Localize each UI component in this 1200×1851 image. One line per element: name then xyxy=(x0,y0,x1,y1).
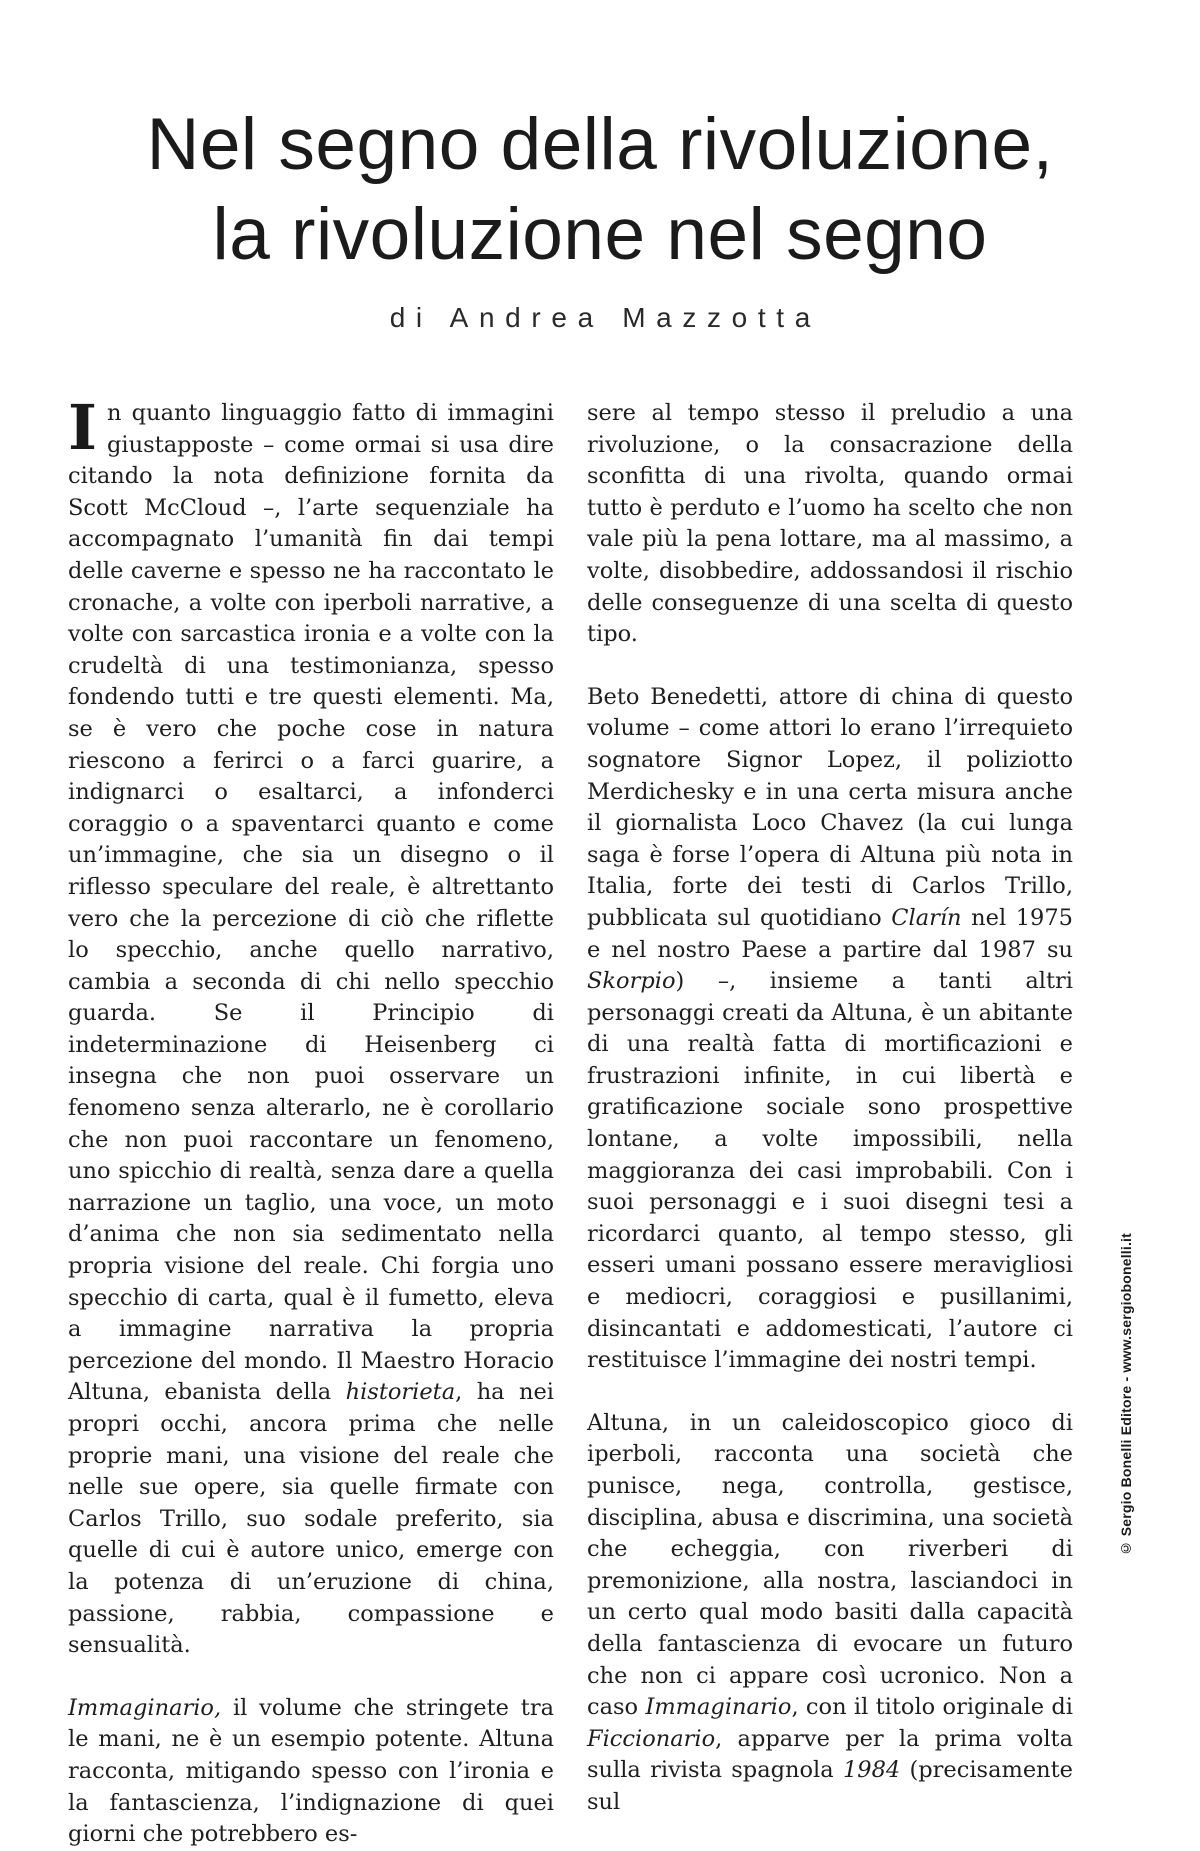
drop-cap: I xyxy=(68,391,98,464)
text-segment: nel 1975 e nel nostro Paese a partire dal 1987 su xyxy=(587,904,1073,963)
paragraph xyxy=(68,391,554,1662)
text-segment: il volume che stringete tra le mani, ne è un esempio potente. Altuna racconta, mitigando spesso con l’ironia e la fantascienza, l’indignazione di quei giorni che potrebbero es- xyxy=(68,1694,554,1848)
page-title xyxy=(0,100,1200,280)
text-segment: , ha nei propri occhi, ancora prima che nelle proprie mani, una visione del reale che nelle sue opere, sia quelle firmate con Carlos Trillo, suo sodale preferito, sia quelle di cui è autore unico, emerge con la potenza di un’eruzione di china, passione, rabbia, compassione e sensualità. xyxy=(68,1379,554,1659)
text-segment: , con il titolo originale di xyxy=(791,1694,1073,1721)
title-line-2: la rivoluzione nel segno xyxy=(212,194,988,275)
column-left xyxy=(68,391,554,1851)
text-segment: , apparve per la prima volta sulla rivista spagnola xyxy=(587,1725,1073,1784)
paragraph xyxy=(68,1693,554,1851)
italic-text-segment: Ficcionario xyxy=(587,1725,716,1752)
article-byline: di Andrea Mazzotta xyxy=(389,302,821,333)
italic-text-segment: Immaginario xyxy=(645,1694,792,1721)
italic-text-segment: Clarín xyxy=(891,904,962,931)
article-body xyxy=(68,391,1074,1851)
italic-text-segment: historieta xyxy=(345,1379,456,1406)
text-segment: n quanto linguaggio fatto di immagini giustapposte – come ormai si usa dire citando la nota definizione fornita da Scott McCloud –, l’arte sequenziale ha accompagnato l’umanità fin dai tempi delle caverne e spesso ne ha raccontato le cronache, a volte con iperboli narrative, a volte con sarcastica ironia e a volte con la crudeltà di una testimonianza, spesso fondendo tutti e tre questi elementi. Ma, se è vero che poche cose in natura riescono a ferirci o a farci guarire, a indignarci o esaltarci, a infonderci coraggio o a spaventarci quanto e come un’immagine, che sia un disegno o il riflesso speculare del reale, è altrettanto vero che la percezione di ciò che riflette lo specchio, anche quello narrativo, cambia a seconda di chi nello specchio guarda. Se il Principio di indeterminazione di Heisenberg ci insegna che non puoi osservare un fenomeno senza alterarlo, ne è corollario che non puoi raccontare un fenomeno, uno spicchio di realtà, senza dare a quella narrazione un taglio, una voce, un moto d’anima che non sia sedimentato nella propria visione del reale. Chi forgia uno specchio di carta, qual è il fumetto, eleva a immagine narrativa la propria percezione del mondo. Il Maestro Horacio Altuna, ebanista della xyxy=(68,400,554,1406)
text-segment: sere al tempo stesso il preludio a una rivoluzione, o la consacrazione della sconfitta di una rivolta, quando ormai tutto è perduto e l’uomo ha scelto che non vale più la pena lottare, ma al massimo, a volte, disobbedire, addossandosi il rischio delle conseguenze di una scelta di questo tipo. xyxy=(587,400,1073,648)
paragraph xyxy=(587,682,1073,1377)
paragraph xyxy=(587,398,1073,651)
italic-text-segment: Immaginario, xyxy=(68,1694,222,1721)
text-segment: (precisamente sul xyxy=(587,1757,1074,1815)
column-right xyxy=(587,398,1073,1851)
italic-text-segment: 1984 xyxy=(842,1757,901,1784)
text-segment: Altuna, in un caleidoscopico gioco di iperboli, racconta una società che punisce, nega, controlla, gestisce, disciplina, abusa e discrimina, una società che echeggia, con riverberi di premonizione, alla nostra, lasciandoci in un certo qual modo basiti dalla capacità della fantascienza di evocare un futuro che non ci appare così ucronico. Non a caso xyxy=(587,1409,1073,1721)
article-header xyxy=(0,0,1200,334)
italic-text-segment: Skorpio xyxy=(587,968,676,995)
copyright-credit: © Sergio Bonelli Editore - www.sergiobonelli.it xyxy=(1118,1233,1134,1557)
paragraph xyxy=(587,1408,1073,1819)
text-segment: Beto Benedetti, attore di china di questo volume – come attori lo erano l’irrequieto sognatore Signor Lopez, il poliziotto Merdichesky e in una certa misura anche il giornalista Loco Chavez (la cui lunga saga è forse l’opera di Altuna più nota in Italia, forte dei testi di Carlos Trillo, pubblicata sul quotidiano xyxy=(587,683,1073,931)
title-line-1: Nel segno della rivoluzione, xyxy=(146,104,1054,185)
text-segment: ) –, insieme a tanti altri personaggi creati da Altuna, è un abitante di una realtà fatta di mortificazioni e frustrazioni infinite, in cui libertà e gratificazione sociale sono prospettive lontane, a volte impossibili, nella maggioranza dei casi improbabili. Con i suoi personaggi e i suoi disegni tesi a ricordarci quanto, al tempo stesso, gli esseri umani possano essere meravigliosi e mediocri, coraggiosi e pusillanimi, disincantati e addomesticati, l’autore ci restituisce l’immagine dei nostri tempi. xyxy=(587,968,1073,1374)
